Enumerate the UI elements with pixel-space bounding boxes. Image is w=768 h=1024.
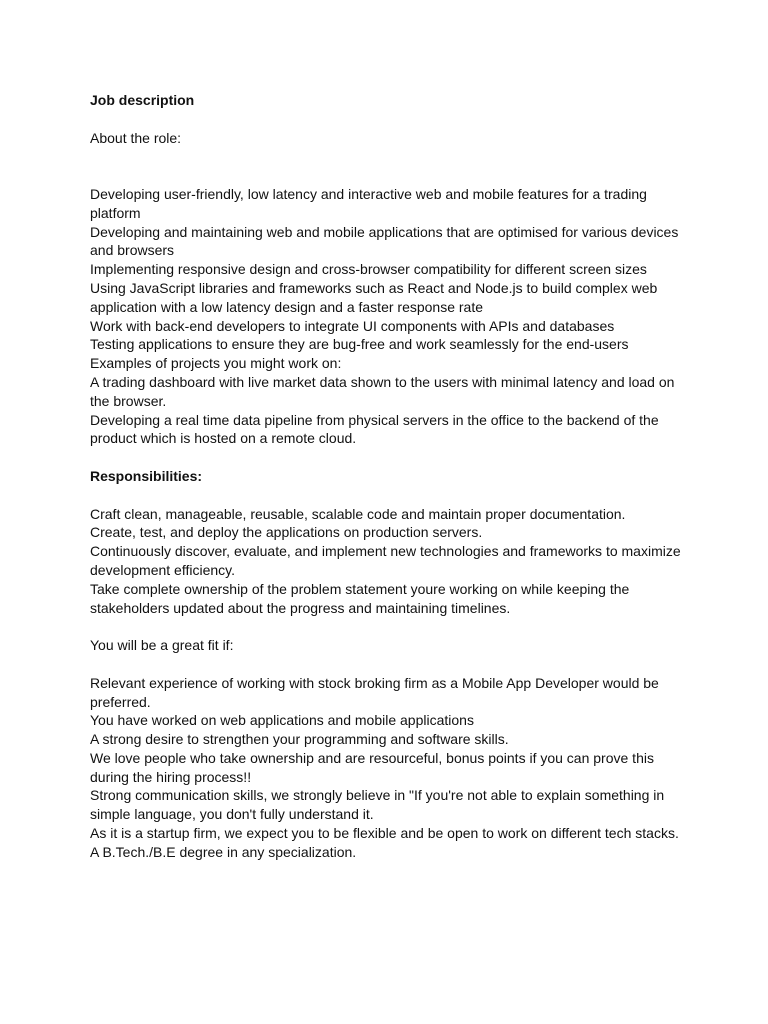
responsibility-item: Take complete ownership of the problem statement youre working on while keeping the stakeholders updated about the progress and maintaining timelines.	[90, 580, 630, 616]
fit-item: You have worked on web applications and mobile applications	[90, 712, 474, 729]
about-heading: About the role:	[90, 129, 182, 146]
about-item: Testing applications to ensure they are bug-free and work seamlessly for the end-users	[90, 336, 629, 353]
about-item: Examples of projects you might work on:	[90, 355, 342, 372]
fit-item: A B.Tech./B.E degree in any specialization.	[90, 843, 357, 860]
spacer	[90, 486, 690, 505]
spacer	[90, 110, 690, 129]
about-item: Implementing responsive design and cross-browser compatibility for different screen sizes	[90, 261, 647, 278]
fit-list	[90, 674, 690, 862]
spacer	[90, 655, 690, 674]
about-item: Developing a real time data pipeline from physical servers in the office to the backend of the product which is hosted on a remote cloud.	[90, 411, 659, 447]
about-item: Developing user-friendly, low latency and interactive web and mobile features for a trading platform	[90, 185, 647, 221]
spacer	[90, 147, 690, 185]
about-list	[90, 185, 690, 448]
spacer	[90, 617, 690, 636]
fit-item: Strong communication skills, we strongly believe in "If you're not able to explain something in simple language, you don't fully understand it.	[90, 787, 665, 823]
about-item: A trading dashboard with live market data shown to the users with minimal latency and load on the browser.	[90, 373, 675, 409]
spacer	[90, 448, 690, 467]
responsibility-item: Craft clean, manageable, reusable, scalable code and maintain proper documentation.	[90, 505, 626, 522]
document-title: Job description	[90, 92, 195, 108]
fit-item: We love people who take ownership and are resourceful, bonus points if you can prove this during the hiring process!!	[90, 749, 654, 785]
fit-item: Relevant experience of working with stock broking firm as a Mobile App Developer would be preferred.	[90, 674, 659, 710]
responsibility-item: Continuously discover, evaluate, and implement new technologies and frameworks to maximize development efficiency.	[90, 543, 681, 578]
fit-item: As it is a startup firm, we expect you to be flexible and be open to work on different tech stacks.	[90, 825, 679, 842]
about-item: Developing and maintaining web and mobile applications that are optimised for various devices and browsers	[90, 223, 679, 259]
fit-heading: You will be a great fit if:	[90, 637, 234, 654]
responsibilities-heading: Responsibilities:	[90, 467, 203, 484]
document-page	[90, 91, 690, 862]
about-item: Using JavaScript libraries and frameworks such as React and Node.js to build complex web application with a low latency design and a faster response rate	[90, 279, 658, 315]
fit-item: A strong desire to strengthen your programming and software skills.	[90, 731, 509, 748]
responsibility-item: Create, test, and deploy the applications on production servers.	[90, 524, 483, 541]
responsibilities-list	[90, 505, 690, 618]
about-item: Work with back-end developers to integrate UI components with APIs and databases	[90, 317, 615, 334]
